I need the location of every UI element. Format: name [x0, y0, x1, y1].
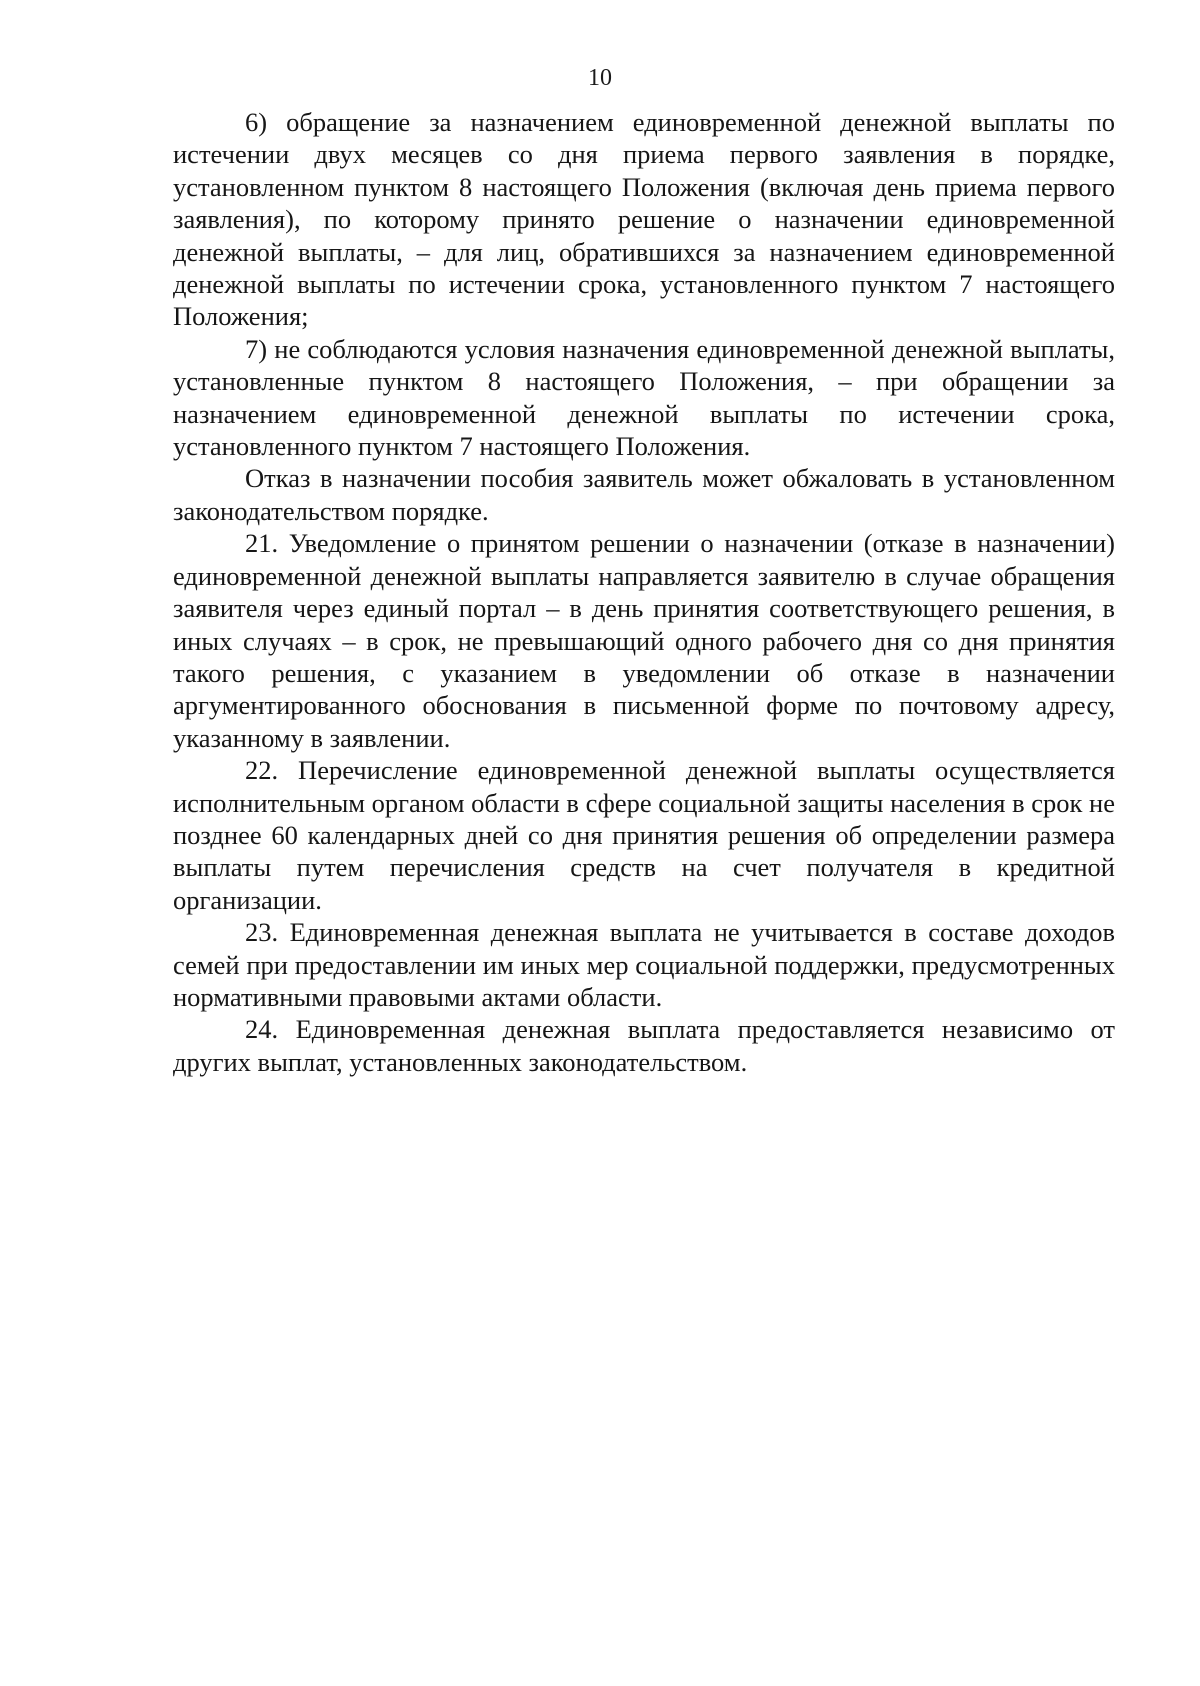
- page-number: 10: [588, 65, 612, 91]
- paragraph-appeal-note: Отказ в назначении пособия заявитель может обжаловать в установленном законодательством порядке.: [173, 463, 1115, 526]
- paragraph-21: 21. Уведомление о принятом решении о назначении (отказе в назначении) единовременной денежной выплаты направляется заявителю в случае обращения заявителя через единый портал – в день принятия соответствующего решения, в иных случаях – в срок, не превышающий одного рабочего дня со дня принятия такого решения, с указанием в уведомлении об отказе в назначении аргументированного обоснования в письменной форме по почтовому адресу, указанному в заявлении.: [173, 528, 1115, 753]
- paragraph-item-7: 7) не соблюдаются условия назначения единовременной денежной выплаты, установленные пунктом 8 настоящего Положения, – при обращении за назначением единовременной денежной выплаты по истечении срока, установленного пунктом 7 настоящего Положения.: [173, 333, 1115, 462]
- paragraph-22: 22. Перечисление единовременной денежной выплаты осуществляется исполнительным органом области в сфере социальной защиты населения в срок не позднее 60 календарных дней со дня принятия решения об определении размера выплаты путем перечисления средств на счет получателя в кредитной организации.: [173, 755, 1115, 915]
- paragraph-24: 24. Единовременная денежная выплата предоставляется независимо от других выплат, установленных законодательством.: [173, 1014, 1115, 1077]
- paragraph-item-6: 6) обращение за назначением единовременной денежной выплаты по истечении двух месяцев со дня приема первого заявления в порядке, установленном пунктом 8 настоящего Положения (включая день приема первого заявления), по которому принято решение о назначении единовременной денежной выплаты, – для лиц, обратившихся за назначением единовременной денежной выплаты по истечении срока, установленного пунктом 7 настоящего Положения;: [173, 107, 1115, 332]
- document-body: [173, 106, 1115, 1078]
- paragraph-23: 23. Единовременная денежная выплата не учитывается в составе доходов семей при предоставлении им иных мер социальной поддержки, предусмотренных нормативными правовыми актами области.: [173, 917, 1115, 1012]
